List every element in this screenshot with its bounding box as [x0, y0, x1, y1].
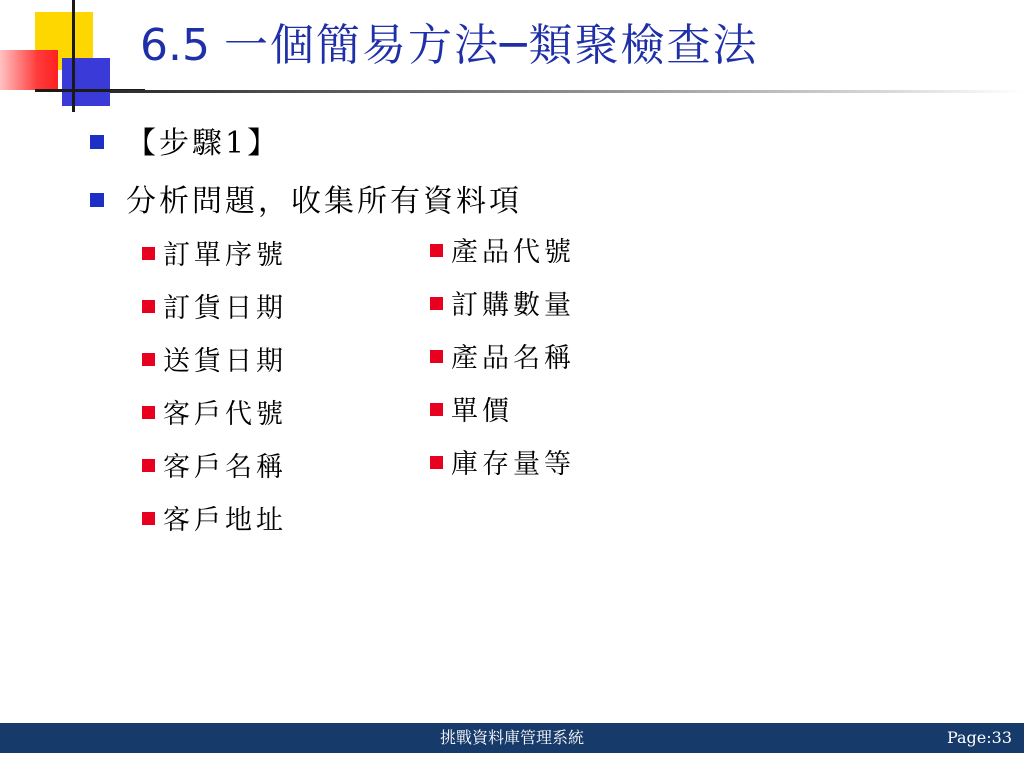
- red-square-bullet-icon: [430, 350, 443, 363]
- red-square-bullet-icon: [430, 297, 443, 310]
- bullet-step-text: 【步驟1】: [126, 126, 281, 161]
- page-number: Page:33: [946, 728, 1012, 747]
- list-item-text: 庫存量等: [451, 449, 575, 480]
- logo-vertical-line: [72, 0, 75, 112]
- list-item-text: 送貨日期: [163, 346, 287, 377]
- list-item-text: 產品名稱: [451, 343, 575, 374]
- slide-title-text: 一個簡易方法─類聚檢查法: [223, 20, 759, 71]
- footer-title: 挑戰資料庫管理系統: [439, 728, 584, 747]
- list-item: [430, 288, 575, 324]
- list-item-text: 客戶代號: [163, 399, 287, 430]
- list-item: [142, 291, 287, 327]
- blue-square-bullet-icon: [90, 193, 104, 207]
- list-item-text: 單價: [451, 396, 513, 427]
- list-item: [142, 450, 287, 486]
- list-item: [142, 344, 287, 380]
- list-item-text: 客戶地址: [163, 505, 287, 536]
- red-square-bullet-icon: [430, 403, 443, 416]
- list-item: [430, 341, 575, 377]
- list-item: [430, 394, 513, 430]
- logo-red-square: [0, 50, 58, 90]
- blue-square-bullet-icon: [90, 135, 104, 149]
- slide-title: [140, 6, 758, 86]
- bullet-collect: [90, 182, 522, 222]
- red-square-bullet-icon: [142, 300, 155, 313]
- red-square-bullet-icon: [142, 247, 155, 260]
- footer-bar: [0, 723, 1024, 753]
- list-item-text: 訂購數量: [451, 290, 575, 321]
- list-item-text: 訂貨日期: [163, 293, 287, 324]
- red-square-bullet-icon: [142, 353, 155, 366]
- list-item: [430, 447, 575, 483]
- logo-blue-square: [62, 58, 110, 106]
- red-square-bullet-icon: [142, 459, 155, 472]
- bullet-step: [90, 124, 280, 164]
- list-item: [430, 235, 575, 271]
- title-divider: [110, 90, 1024, 93]
- list-item: [142, 238, 287, 274]
- list-item-text: 客戶名稱: [163, 452, 287, 483]
- list-item: [142, 503, 287, 539]
- bullet-collect-text: 分析問題，收集所有資料項: [126, 184, 522, 219]
- red-square-bullet-icon: [142, 512, 155, 525]
- red-square-bullet-icon: [430, 456, 443, 469]
- red-square-bullet-icon: [430, 244, 443, 257]
- slide-title-number: 6.5: [140, 20, 224, 71]
- red-square-bullet-icon: [142, 406, 155, 419]
- list-item: [142, 397, 287, 433]
- list-item-text: 訂單序號: [163, 240, 287, 271]
- list-item-text: 產品代號: [451, 237, 575, 268]
